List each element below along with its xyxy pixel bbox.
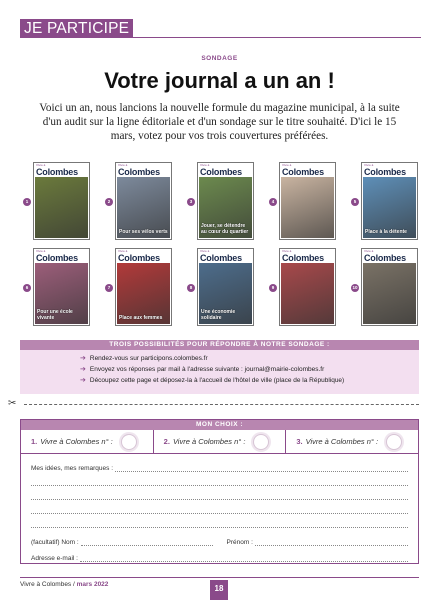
form-lines [31, 458, 408, 562]
cover-number-badge: 2 [105, 198, 113, 206]
firstname-label: Prénom : [226, 539, 253, 546]
ideas-line[interactable] [31, 472, 408, 486]
article-intro: Voici un an, nous lancions la nouvelle formule du magazine municipal, à la suite d'un audit sur la ligne éditoriale et d'un sondage sur le titre souhaité. D'ici le 15 mars, votez pour vos trois couvertures préférées. [39, 102, 400, 142]
cover-number-badge: 6 [23, 284, 31, 292]
choice-2 [154, 430, 287, 453]
option-text: Envoyez vos réponses par mail à l'adresse suivante : journal@mairie-colombes.fr [89, 366, 325, 373]
cover-number-badge: 7 [105, 284, 113, 292]
masthead-small: Vivre à [364, 249, 374, 253]
footer-rule [20, 577, 419, 578]
cover-masthead [198, 249, 253, 262]
masthead-small: Vivre à [118, 163, 128, 167]
cover-6 [33, 248, 90, 326]
masthead-small: Vivre à [200, 163, 210, 167]
masthead-name: Colombes [36, 167, 78, 177]
masthead-name: Colombes [36, 253, 78, 263]
masthead-small: Vivre à [36, 249, 46, 253]
arrow-icon: ➔ [80, 366, 86, 373]
cover-masthead [280, 163, 335, 176]
cover-3 [197, 162, 254, 240]
email-label: Adresse e-mail : [31, 555, 78, 562]
choice-form [20, 419, 419, 564]
cut-line [24, 404, 419, 405]
form-title: MON CHOIX : [21, 420, 418, 430]
response-options-box [20, 340, 419, 394]
cover-number-badge: 3 [187, 198, 195, 206]
cover-10 [361, 248, 418, 326]
choice-number: 1. [31, 437, 38, 446]
cover-2 [115, 162, 172, 240]
choice-row [21, 430, 418, 454]
scissors-icon: ✂ [8, 398, 17, 409]
name-half [31, 538, 213, 546]
cover-8 [197, 248, 254, 326]
masthead-name: Colombes [200, 167, 242, 177]
cover-photo [281, 177, 334, 238]
masthead-small: Vivre à [282, 163, 292, 167]
choice-1 [21, 430, 154, 453]
cover-caption: Pour une école vivante [37, 309, 73, 321]
header-rule [20, 37, 421, 38]
cover-masthead [116, 163, 171, 176]
cover-photo [35, 177, 88, 238]
cover-number-badge: 8 [187, 284, 195, 292]
cover-4 [279, 162, 336, 240]
name-field[interactable] [81, 538, 213, 546]
option-text: Découpez cette page et déposez-la à l'accueil de l'hôtel de ville (place de la République) [89, 377, 345, 384]
choice-number: 3. [296, 437, 303, 446]
email-field[interactable] [80, 554, 408, 562]
footer-issue: mars 2022 [76, 581, 109, 588]
masthead-name: Colombes [118, 253, 160, 263]
choice-label: Vivre à Colombes n° : [40, 437, 113, 446]
cover-caption: Une économie solidaire [201, 309, 236, 321]
option-item [80, 364, 419, 375]
masthead-small: Vivre à [36, 163, 46, 167]
choice-1-input[interactable] [121, 434, 137, 450]
cover-9 [279, 248, 336, 326]
ideas-line[interactable] [31, 486, 408, 500]
cover-masthead [280, 249, 335, 262]
cover-number-badge: 9 [269, 284, 277, 292]
ideas-line[interactable] [31, 514, 408, 528]
choice-label: Vivre à Colombes n° : [305, 437, 379, 446]
cover-7 [115, 248, 172, 326]
cover-masthead [198, 163, 253, 176]
masthead-name: Colombes [118, 167, 160, 177]
cover-masthead [34, 249, 89, 262]
masthead-name: Colombes [200, 253, 242, 263]
cover-number-badge: 4 [269, 198, 277, 206]
choice-label: Vivre à Colombes n° : [172, 437, 246, 446]
cover-photo [281, 263, 334, 324]
cover-masthead [116, 249, 171, 262]
cover-caption: Pour ses vélos verts [119, 228, 168, 235]
response-options-title: TROIS POSSIBILITÉS POUR RÉPONDRE À NOTRE SONDAGE : [20, 340, 419, 350]
page-number: 18 [210, 580, 228, 600]
arrow-icon: ➔ [80, 377, 86, 384]
masthead-small: Vivre à [200, 249, 210, 253]
cover-caption: Place à la détente [365, 228, 407, 235]
choice-3 [286, 430, 418, 453]
cover-masthead [34, 163, 89, 176]
masthead-name: Colombes [282, 253, 324, 263]
cover-caption: Place aux femmes [119, 314, 163, 321]
option-item [80, 353, 419, 364]
choice-number: 2. [163, 437, 170, 446]
cover-number-badge: 1 [23, 198, 31, 206]
choice-3-input[interactable] [386, 434, 402, 450]
masthead-small: Vivre à [364, 163, 374, 167]
cover-5 [361, 162, 418, 240]
firstname-field[interactable] [255, 538, 408, 546]
option-text: Rendez-vous sur participons.colombes.fr [89, 355, 208, 362]
masthead-small: Vivre à [282, 249, 292, 253]
article-title: Votre journal a un an ! [104, 68, 335, 93]
cover-photo [363, 263, 416, 324]
ideas-line[interactable] [31, 500, 408, 514]
cover-number-badge: 10 [352, 285, 358, 290]
email-row [31, 548, 408, 562]
masthead-name: Colombes [364, 167, 406, 177]
option-item [80, 375, 419, 386]
ideas-label: Mes idées, mes remarques : [31, 465, 114, 472]
cover-caption: Jouer, se détendre au cœur du quartier [201, 223, 249, 235]
arrow-icon: ➔ [80, 355, 86, 362]
footer-publication: Vivre à Colombes / [20, 581, 75, 588]
choice-2-input[interactable] [253, 434, 269, 450]
masthead-name: Colombes [364, 253, 406, 263]
masthead-name: Colombes [282, 167, 324, 177]
ideas-field[interactable] [115, 464, 408, 472]
cover-number-badge: 5 [351, 198, 359, 206]
ideas-row [31, 458, 408, 472]
section-tag: JE PARTICIPE [20, 19, 133, 38]
response-options-list [20, 350, 419, 386]
cover-masthead [362, 249, 417, 262]
name-label: (facultatif) Nom : [31, 539, 79, 546]
cover-1 [33, 162, 90, 240]
firstname-half [227, 538, 409, 546]
footer-credit [20, 581, 108, 588]
name-row [31, 532, 408, 546]
article-kicker: SONDAGE [201, 55, 238, 62]
cover-masthead [362, 163, 417, 176]
masthead-small: Vivre à [118, 249, 128, 253]
